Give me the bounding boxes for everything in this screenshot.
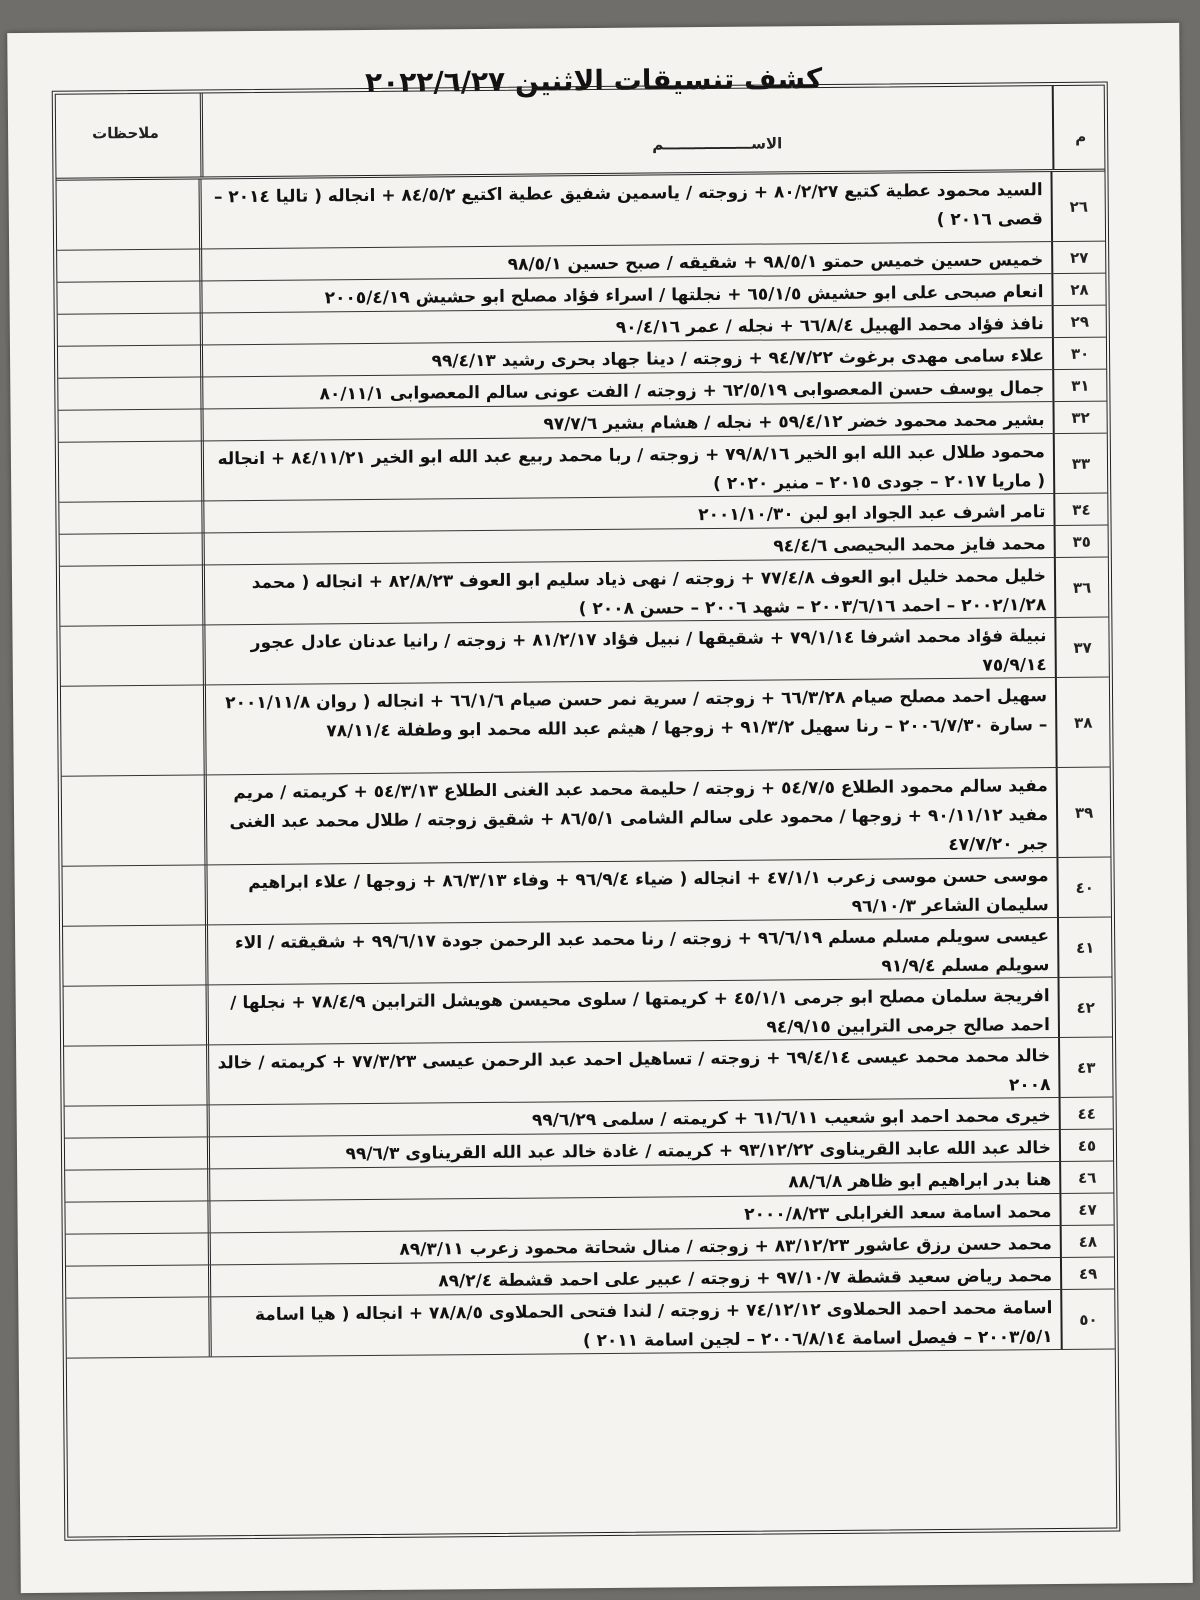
row-number: ٣٥: [1054, 526, 1108, 557]
row-number: ٤٤: [1059, 1098, 1113, 1129]
row-number: ٤٢: [1058, 978, 1113, 1037]
row-name-entry: خالد عبد الله عابد القريناوى ٩٣/١٢/٢٢ + كريمته / غادة خالد عبد الله القريناوى ٩٩/٦/٣: [207, 1130, 1059, 1168]
row-number: ٣٩: [1056, 768, 1111, 857]
row-number: ٣٣: [1053, 434, 1108, 493]
row-number: ٣٠: [1052, 338, 1106, 369]
row-number: ٥٠: [1060, 1290, 1115, 1349]
row-notes-cell: [58, 345, 200, 377]
row-number: ٣٤: [1053, 494, 1107, 525]
table-row: [64, 1038, 1112, 1107]
document-sheet: [7, 23, 1193, 1593]
row-notes-cell: [60, 625, 203, 685]
row-name-entry: مفيد سالم محمود الطلاع ٥٤/٧/٥ + زوجته / حليمة محمد عبد الغنى الطلاع ٥٤/٣/١٣ + كريمته / مريم مفيد ٩٠/١١/١٢ + زوجها / محمود على سالم الشامى ٨٦/٥/١ + شقيق زوجته / طلال محمد عبد الغنى جبر ٤٧/٧/٢٠: [204, 768, 1057, 864]
row-name-entry: نافذ فؤاد محمد الهبيل ٦٦/٨/٤ + نجله / عمر ٩٠/٤/١٦: [200, 306, 1052, 344]
row-name-entry: موسى حسن موسى زعرب ٤٧/١/١ + انجاله ( ضياء ٩٦/٩/٤ + وفاء ٨٦/٣/١٣ + زوجها / علاء ابراهيم سليمان الشاعر ٩٦/١٠/٣: [204, 858, 1056, 924]
row-number: ٣٦: [1054, 558, 1109, 617]
row-number: ٤٨: [1060, 1226, 1114, 1257]
roster-table: [52, 82, 1121, 1541]
row-notes-cell: [62, 775, 205, 865]
row-notes-cell: [65, 1105, 207, 1137]
row-name-entry: عيسى سويلم مسلم مسلم ٩٦/٦/١٩ + زوجته / رنا محمد عبد الرحمن جودة ٩٩/٦/١٧ + شقيقته / الاء سويلم مسلم ٩١/٩/٤: [205, 918, 1057, 984]
table-row: [64, 978, 1112, 1047]
row-name-entry: خليل محمد خليل ابو العوف ٧٧/٤/٨ + زوجته / نهى ذياد سليم ابو العوف ٨٢/٨/٢٣ + انجاله ( محمد ٢٠٠٢/١/٢٨ – احمد ٢٠٠٣/٦/١٦ – شهد ٢٠٠٦ – حسن ٢٠٠٨ ): [202, 558, 1054, 624]
header-notes-label: ملاحظات: [92, 123, 159, 143]
document-title: كشف تنسيقات الاثنين ٢٠٢٢/٦/٢٧: [364, 62, 823, 100]
row-name-entry: تامر اشرف عبد الجواد ابو لبن ٢٠٠١/١٠/٣٠: [201, 494, 1053, 532]
row-number: ٤١: [1057, 918, 1112, 977]
row-notes-cell: [65, 1201, 207, 1233]
row-name-entry: افريجة سلمان مصلح ابو جرمى ٤٥/١/١ + كريمتها / سلوى محيسن هويشل الترابين ٧٨/٤/٩ + نجلها / احمد صالح جرمى الترابين ٩٤/٩/١٥: [206, 978, 1058, 1044]
row-number: ٢٨: [1051, 274, 1105, 305]
row-name-entry: علاء سامى مهدى برغوث ٩٤/٧/٢٢ + زوجته / دينا جهاد بحرى رشيد ٩٩/٤/١٣: [200, 338, 1052, 376]
row-name-entry: محمد فايز محمد البحيصى ٩٤/٤/٦: [202, 526, 1054, 564]
table-row: [59, 434, 1107, 503]
row-name-entry: بشير محمد محمود خضر ٥٩/٤/١٢ + نجله / هشام بشير ٩٧/٧/٦: [201, 402, 1053, 440]
row-number: ٣٨: [1055, 678, 1110, 767]
row-notes-cell: [58, 313, 200, 345]
row-notes-cell: [60, 565, 203, 625]
row-notes-cell: [57, 179, 200, 249]
row-notes-cell: [65, 1137, 207, 1169]
header-name-label: الاســـــــــــــــــم: [652, 134, 783, 154]
row-name-entry: نبيلة فؤاد محمد اشرفا ٧٩/١/١٤ + شقيقها / نبيل فؤاد ٨١/٢/١٧ + زوجته / رانيا عدنان عادل عجور ٧٥/٩/١٤: [202, 618, 1054, 684]
row-notes-cell: [66, 1233, 208, 1265]
row-number: ٤٩: [1060, 1258, 1114, 1289]
table-header: [56, 86, 1105, 181]
row-name-entry: السيد محمود عطية كتيع ٨٠/٢/٢٧ + زوجته / ياسمين شفيق عطية اكتيع ٨٤/٥/٢ + انجاله ( تاليا ٢٠١٤ – قصى ٢٠١٦ ): [198, 172, 1051, 248]
row-number: ٢٩: [1052, 306, 1106, 337]
row-notes-cell: [59, 409, 201, 441]
row-number: ٤٣: [1058, 1038, 1113, 1097]
row-notes-cell: [59, 441, 202, 501]
row-name-entry: انعام صبحى على ابو حشيش ٦٥/١/٥ + نجلتها / اسراء فؤاد مصلح ابو حشيش ٢٠٠٥/٤/١٩: [199, 274, 1051, 312]
header-name-cell: [200, 86, 1053, 176]
row-name-entry: اسامة محمد احمد الحملاوى ٧٤/١٢/١٢ + زوجته / لندا فتحى الحملاوى ٧٨/٨/٥ + انجاله ( هيا اسامة ٢٠٠٣/٥/١ – فيصل اسامة ٢٠٠٦/٨/١٤ – لجين اسامة ٢٠١١ ): [208, 1290, 1060, 1356]
table-row: [62, 768, 1111, 867]
row-name-entry: جمال يوسف حسن المعصوابى ٦٢/٥/١٩ + زوجته / الفت عونى سالم المعصوابى ٨٠/١١/١: [200, 370, 1052, 408]
row-notes-cell: [59, 501, 201, 533]
row-notes-cell: [57, 281, 199, 313]
table-row: [57, 172, 1106, 251]
row-name-entry: سهيل احمد مصلح صيام ٦٦/٣/٢٨ + زوجته / سرية نمر حسن صيام ٦٦/١/٦ + انجاله ( روان ٢٠٠١/١١/٨ – سارة ٢٠٠٦/٧/٣٠ – رنا سهيل ٩١/٣/٢ + زوجها / هيثم عبد الله محمد ابو وطفلة ٧٨/١١/٤: [203, 678, 1056, 774]
table-row: [62, 858, 1110, 927]
row-number: ٣٢: [1052, 402, 1106, 433]
row-number: ٤٠: [1056, 858, 1111, 917]
header-number-label: م: [1075, 127, 1087, 146]
row-number: ٢٧: [1051, 242, 1105, 273]
row-notes-cell: [63, 925, 206, 985]
row-number: ٣٧: [1054, 618, 1109, 677]
row-notes-cell: [66, 1265, 208, 1297]
header-number-cell: [1052, 86, 1105, 169]
table-row: [61, 678, 1110, 777]
row-name-entry: هنا بدر ابراهيم ابو ظاهر ٨٨/٦/٨: [207, 1162, 1059, 1200]
table-body: [57, 172, 1117, 1537]
row-notes-cell: [66, 1297, 209, 1357]
row-notes-cell: [64, 985, 207, 1045]
row-notes-cell: [60, 533, 202, 565]
row-notes-cell: [62, 865, 205, 925]
row-name-entry: محمود طلال عبد الله ابو الخير ٧٩/٨/١٦ + زوجته / ربا محمد ربيع عبد الله ابو الخير ٨٤/١١/٢١ + انجاله ( ماريا ٢٠١٧ – جودى ٢٠١٥ – منير ٢٠٢٠ ): [201, 434, 1053, 500]
row-notes-cell: [61, 685, 204, 775]
table-row: [66, 1290, 1114, 1359]
row-notes-cell: [64, 1045, 207, 1105]
row-name-entry: خميس حسين خميس حمتو ٩٨/٥/١ + شقيقه / صبح حسين ٩٨/٥/١: [199, 242, 1051, 280]
table-row: [60, 558, 1108, 627]
row-number: ٢٦: [1050, 172, 1105, 241]
row-notes-cell: [65, 1169, 207, 1201]
row-number: ٤٦: [1059, 1162, 1113, 1193]
row-name-entry: محمد حسن رزق عاشور ٨٣/١٢/٢٣ + زوجته / منال شحاتة محمود زعرب ٨٩/٣/١١: [208, 1226, 1060, 1264]
table-row: [60, 618, 1108, 687]
row-notes-cell: [57, 249, 199, 281]
row-name-entry: خالد محمد محمد عيسى ٦٩/٤/١٤ + زوجته / تساهيل احمد عبد الرحمن عيسى ٧٧/٣/٢٣ + كريمته / خالد ٢٠٠٨: [206, 1038, 1058, 1104]
table-row: [63, 918, 1111, 987]
row-notes-cell: [58, 377, 200, 409]
row-name-entry: خيرى محمد احمد ابو شعيب ٦١/٦/١١ + كريمته / سلمى ٩٩/٦/٢٩: [207, 1098, 1059, 1136]
row-number: ٤٧: [1059, 1194, 1113, 1225]
row-number: ٤٥: [1059, 1130, 1113, 1161]
row-name-entry: محمد اسامة سعد الغرابلى ٢٠٠٠/٨/٢٣: [207, 1194, 1059, 1232]
row-number: ٣١: [1052, 370, 1106, 401]
row-name-entry: محمد رياض سعيد قشطة ٩٧/١٠/٧ + زوجته / عبير على احمد قشطة ٨٩/٢/٤: [208, 1258, 1060, 1296]
